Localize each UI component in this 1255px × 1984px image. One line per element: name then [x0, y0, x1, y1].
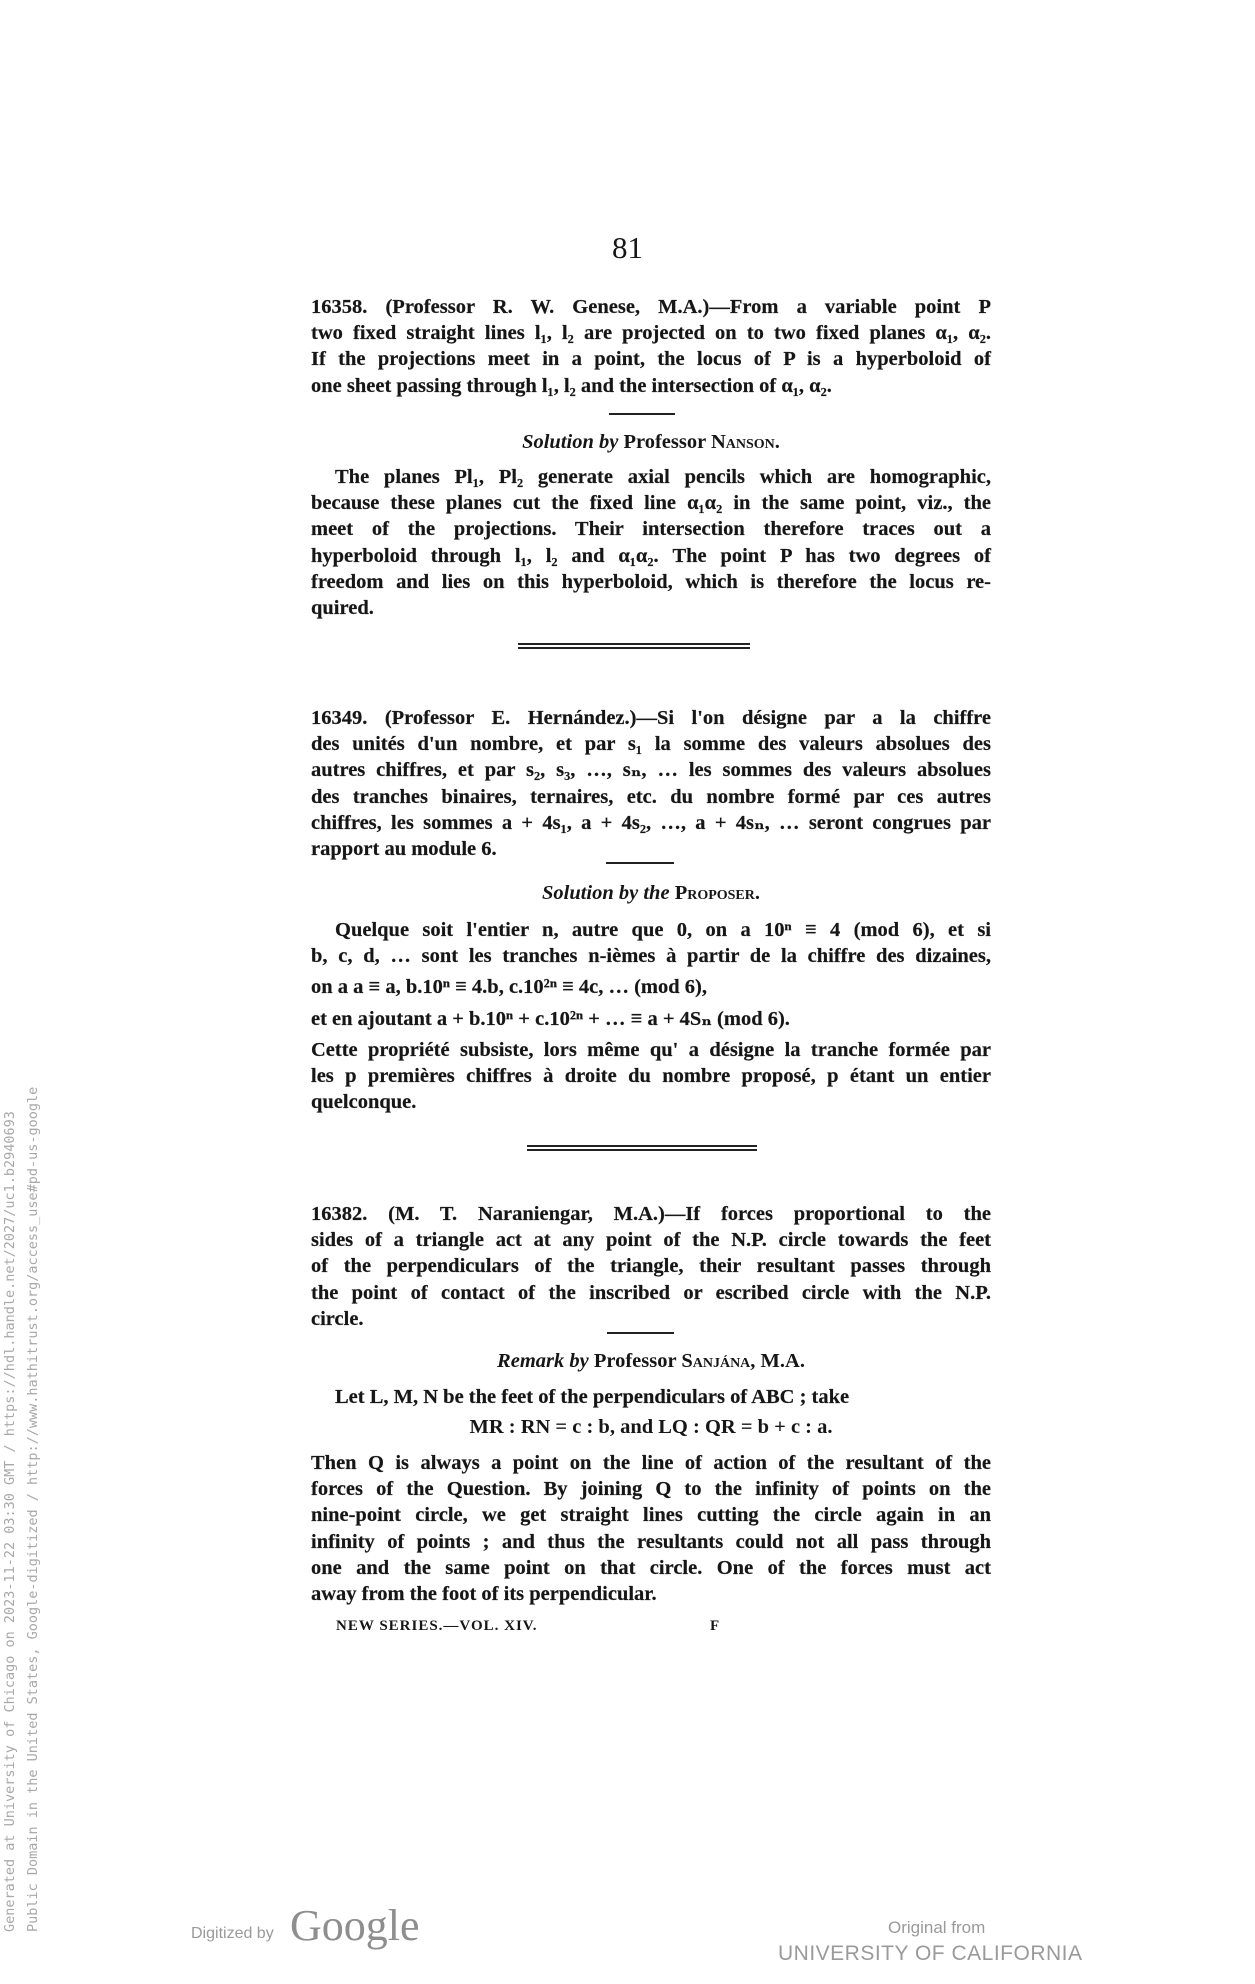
- solution-professor: Professor: [618, 431, 711, 453]
- text-line: b, c, d, … sont les tranches n-ièmes à partir de la chiffre des dizaines,: [311, 945, 991, 968]
- sidebar-license-note: Public Domain in the United States, Google-digitized / http://www.hathitrust.org/access_use#pd-us-google: [25, 1086, 41, 1932]
- text-line: des unités d'un nombre, et par s₁ la somme des valeurs absolues des: [311, 733, 991, 756]
- text-line: sides of a triangle act at any point of the N.P. circle towards the feet: [311, 1229, 991, 1252]
- short-rule: [607, 1332, 674, 1334]
- remark-intro: [311, 1384, 991, 1410]
- text-line: The planes Pl₁, Pl₂ generate axial pencils which are homographic,: [335, 466, 991, 488]
- text-line: one sheet passing through l₁, l₂ and the intersection of α₁, α₂.: [311, 374, 832, 397]
- institution-label: UNIVERSITY OF CALIFORNIA: [778, 1942, 1083, 1965]
- text-line: et en ajoutant a + b.10ⁿ + c.10²ⁿ + … ≡ a + 4Sₙ (mod 6).: [311, 1007, 790, 1030]
- text-line: chiffres, les sommes a + 4s₁, a + 4s₂, …, a + 4sₙ, … seront congrues par: [311, 811, 991, 834]
- text-line: If the projections meet in a point, the locus of P is a hyperboloid of: [311, 348, 991, 371]
- section-double-rule: [518, 643, 750, 649]
- text-line: the point of contact of the inscribed or escribed circle with the N.P.: [311, 1281, 991, 1304]
- short-rule: [609, 413, 675, 415]
- text-line: 16349. (Professor E. Hernández.)—Si l'on désigne par a la chiffre: [311, 707, 991, 729]
- remark-body: [311, 1450, 991, 1607]
- solution-heading: [311, 882, 991, 905]
- text-line: on a a ≡ a, b.10ⁿ ≡ 4.b, c.10²ⁿ ≡ 4c, … (mod 6),: [311, 976, 707, 999]
- text-line: forces of the Question. By joining Q to the infinity of points on the: [311, 1478, 991, 1501]
- short-rule: [606, 862, 674, 864]
- text-line: les p premières chiffres à droite du nombre proposé, p étant un entier: [311, 1064, 991, 1087]
- remark-label: Remark by: [497, 1350, 589, 1372]
- section-double-rule: [527, 1145, 757, 1151]
- problem-16349-statement: [311, 705, 991, 862]
- text-line: freedom and lies on this hyperboloid, which is therefore the locus re-: [311, 570, 991, 593]
- digitized-by-label: Digitized by: [191, 1925, 274, 1942]
- text-line: infinity of points ; and thus the resultants could not all pass through: [311, 1530, 991, 1553]
- solution-author: Nanson.: [710, 431, 780, 453]
- page-number: 81: [612, 230, 643, 265]
- signature-mark: F: [710, 1618, 720, 1634]
- text-line: 16358. (Professor R. W. Genese, M.A.)—From a variable point P: [311, 296, 991, 318]
- signature-series: NEW SERIES.—VOL. XIV.: [336, 1618, 538, 1634]
- remark-author: Sanjána, M.A.: [681, 1350, 805, 1372]
- solution-heading: [311, 431, 991, 454]
- original-from-label: Original from: [888, 1918, 986, 1937]
- text-line: circle.: [311, 1307, 364, 1330]
- text-line: autres chiffres, et par s₂, s₃, …, sₙ, … les sommes des valeurs absolues: [311, 759, 991, 782]
- text-line: of the perpendiculars of the triangle, their resultant passes through: [311, 1255, 991, 1278]
- problem-16382-statement: [311, 1201, 991, 1332]
- text-line: nine-point circle, we get straight lines cutting the circle again in an: [311, 1504, 991, 1527]
- problem-16349-solution: [311, 917, 991, 1115]
- solution-label: Solution by: [522, 431, 619, 453]
- remark-formula: MR : RN = c : b, and LQ : QR = b + c : a.: [469, 1416, 833, 1438]
- solution-label: Solution by the: [541, 882, 670, 904]
- solution-author: Proposer.: [669, 882, 761, 904]
- text-line: Quelque soit l'entier n, autre que 0, on a 10ⁿ ≡ 4 (mod 6), et si: [335, 919, 991, 941]
- text-line: hyperboloid through l₁, l₂ and α₁α₂. The point P has two degrees of: [311, 544, 991, 567]
- text-line: quelconque.: [311, 1091, 417, 1114]
- text-line: Cette propriété subsiste, lors même qu' a désigne la tranche formée par: [311, 1038, 991, 1061]
- text-line: rapport au module 6.: [311, 837, 497, 860]
- text-line: Then Q is always a point on the line of action of the resultant of the: [311, 1452, 991, 1474]
- google-logo: Google: [290, 1901, 420, 1950]
- text-line: des tranches binaires, ternaires, etc. du nombre formé par ces autres: [311, 785, 991, 808]
- sidebar-generated-note: Generated at University of Chicago on 2023-11-22 03:30 GMT / https://hdl.handle.net/2027/uc1.b2940693: [2, 1111, 18, 1932]
- text-line: meet of the projections. Their intersection therefore traces out a: [311, 518, 991, 541]
- remark-heading: [311, 1350, 991, 1373]
- text-line: one and the same point on that circle. One of the forces must act: [311, 1556, 991, 1579]
- text-line: 16382. (M. T. Naraniengar, M.A.)—If forces proportional to the: [311, 1203, 991, 1225]
- remark-professor: Professor: [588, 1350, 682, 1372]
- text-line: two fixed straight lines l₁, l₂ are projected on to two fixed planes α₁, α₂.: [311, 322, 991, 345]
- text-line: Let L, M, N be the feet of the perpendiculars of ABC ; take: [335, 1386, 850, 1408]
- text-line: because these planes cut the fixed line α₁α₂ in the same point, viz., the: [311, 492, 991, 515]
- problem-16358-statement: [311, 294, 991, 399]
- text-line: quired.: [311, 596, 374, 619]
- text-line: away from the foot of its perpendicular.: [311, 1582, 657, 1605]
- problem-16358-solution: [311, 464, 991, 621]
